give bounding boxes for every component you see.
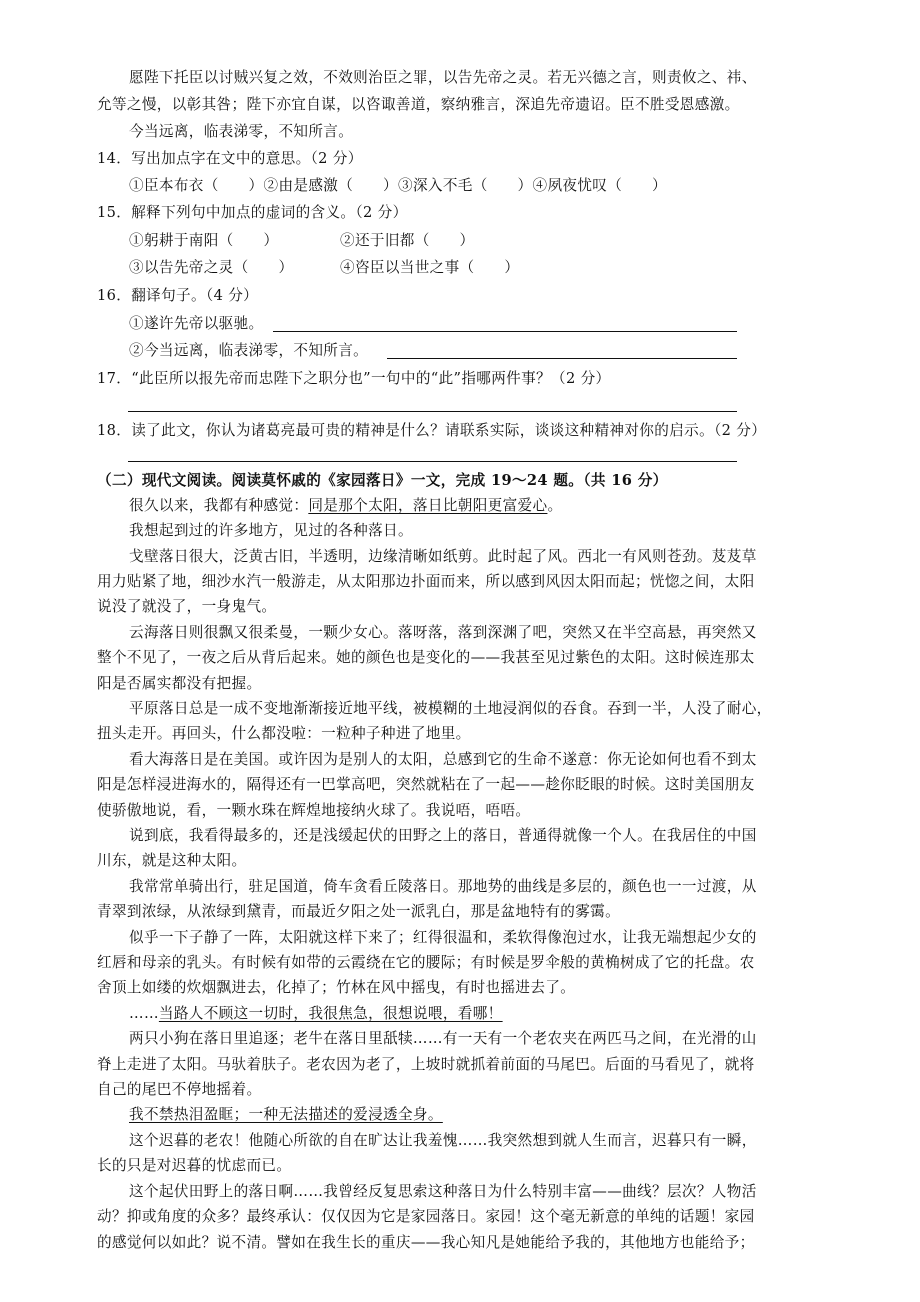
question-18-stem: 18．读了此文，你认为诸葛亮最可贵的精神是什么？请联系实际，谈谈这种精神对你的启示。（2 分） (97, 422, 767, 439)
paragraph-line: 平原落日总是一成不变地渐渐接近地平线，被模糊的土地浸润似的吞食。吞到一半，人没了耐心， (129, 700, 772, 717)
paragraph-line: 动？抑或角度的众多？最终承认：仅仅因为它是家园落日。家园！这个毫无新意的单纯的话题！家园 (97, 1208, 755, 1225)
question-14-options (129, 176, 667, 196)
answer-blank[interactable]: ②由是感激（ ） (263, 177, 398, 194)
answer-line[interactable] (128, 461, 737, 462)
paragraph-line: 我常常单骑出行，驻足国道，倚车贪看丘陵落日。那地势的曲线是多层的，颜色也一一过渡，从 (129, 878, 757, 895)
paragraph-line: 这个起伏田野上的落日啊……我曾经反复思索这种落日为什么特别丰富——曲线？层次？人物活 (129, 1183, 757, 1200)
paragraph-line: 说到底，我看得最多的，还是浅缓起伏的田野之上的落日，普通得就像一个人。在我居住的中国 (129, 827, 757, 844)
paragraph-line: 这个迟暮的老农！他随心所欲的自在旷达让我羞愧……我突然想到就人生而言，迟暮只有一瞬， (129, 1132, 757, 1149)
paragraph-line: 阳是怎样浸进海水的，隔得还有一巴掌高吧，突然就粘在了一起——趁你眨眼的时候。这时美国朋友 (97, 776, 755, 793)
answer-blank[interactable]: ②还于旧都（ ） (340, 232, 475, 249)
answer-line[interactable] (273, 331, 737, 332)
answer-blank[interactable]: ③深入不毛（ ） (398, 177, 533, 194)
paragraph-line: 红唇和母亲的乳头。有时候有如带的云霞绕在它的腰际；有时候是罗伞般的黄桷树成了它的托盘。农 (97, 954, 755, 971)
question-17-stem: 17．“此臣所以报先帝而忠陛下之职分也”一句中的“此”指哪两件事？（2 分） (97, 370, 611, 387)
paragraph-line: 云海落日则很飘又很柔曼，一颗少女心。落呀落，落到深渊了吧，突然又在半空高悬，再突然又 (129, 624, 757, 641)
underlined-sentence: 当路人不顾这一切时，我很焦急，很想说喂，看哪！ (158, 1005, 503, 1022)
paragraph-line: 戈壁落日很大，泛黄古旧，半透明，边缘清晰如纸剪。此时起了风。西北一有风则苍劲。芨芨草 (129, 548, 757, 565)
classical-text-line: 愿陛下托臣以讨贼兴复之效，不效则治臣之罪，以告先帝之灵。若无兴德之言，则责攸之、祎、 (129, 69, 757, 86)
paragraph-line: 很久以来，我都有种感觉：同是那个太阳，落日比朝阳更富爱心。 (129, 497, 563, 514)
question-14-stem: 14．写出加点字在文中的意思。（2 分） (97, 150, 363, 167)
answer-blank[interactable]: ①躬耕于南阳（ ） (129, 232, 279, 249)
paragraph-line: 看大海落日是在美国。或许因为是别人的太阳，总感到它的生命不遂意：你无论如何也看不到太 (129, 751, 757, 768)
paragraph-line: 青翠到浓绿，从浓绿到黛青，而最近夕阳之处一派乳白，那是盆地特有的雾霭。 (97, 903, 621, 920)
translate-sentence-2: ②今当远离，临表涕零，不知所言。 (129, 342, 369, 359)
classical-text-line: 今当远离，临表涕零，不知所言。 (129, 123, 354, 140)
translate-sentence-1: ①遂许先帝以驱驰。 (129, 315, 264, 332)
paragraph-line: 整个不见了，一夜之后从背后起来。她的颜色也是变化的——我甚至见过紫色的太阳。这时候连那太 (97, 649, 755, 666)
paragraph-line: 似乎一下子静了一阵，太阳就这样下来了；红得很温和，柔软得像泡过水，让我无端想起少女的 (129, 929, 757, 946)
underlined-sentence: 同是那个太阳，落日比朝阳更富爱心 (308, 497, 548, 514)
answer-blank[interactable]: ①臣本布衣（ ） (129, 177, 264, 194)
answer-line[interactable] (128, 411, 737, 412)
paragraph-line: 用力贴紧了地，细沙水汽一般游走，从太阳那边扑面而来，所以感到风因太阳而起；恍惚之间，太阳 (97, 573, 755, 590)
paragraph-line: 脊上走进了太阳。马驮着肤子。老农因为老了，上坡时就抓着前面的马尾巴。后面的马看见了，就将 (97, 1056, 755, 1073)
paragraph-line: 扭头走开。再回头，什么都没啦：一粒种子种进了地里。 (97, 725, 471, 742)
paragraph-line: 长的只是对迟暮的忧虑而已。 (97, 1157, 292, 1174)
paragraph-line: 我想起到过的许多地方，见过的各种落日。 (129, 522, 413, 539)
paragraph-line: 两只小狗在落日里追逐；老牛在落日里舐犊……有一天有一个老农夹在两匹马之间，在光滑的山 (129, 1030, 757, 1047)
answer-line[interactable] (387, 358, 737, 359)
underlined-sentence: 我不禁热泪盈眶；一种无法描述的爱浸透全身。 (129, 1106, 443, 1123)
paragraph-line: 川东，就是这种太阳。 (97, 852, 247, 869)
paragraph-line: 自己的尾巴不停地摇着。 (97, 1081, 262, 1098)
question-16-stem: 16．翻译句子。（4 分） (97, 287, 259, 304)
classical-text-line: 允等之慢，以彰其咎；陛下亦宜自谋，以咨诹善道，察纳雅言，深追先帝遗诏。臣不胜受恩感激。 (97, 96, 740, 113)
paragraph-line: 的感觉何以如此？说不清。譬如在我生长的重庆——我心知凡是她能给予我的，其他地方也能给予； (97, 1234, 755, 1251)
answer-blank[interactable]: ④夙夜忧叹（ ） (532, 177, 667, 194)
paragraph-line: 舍顶上如缕的炊烟飘进去，化掉了；竹林在风中摇曳，有时也摇进去了。 (97, 979, 576, 996)
answer-blank[interactable]: ③以告先帝之灵（ ） (129, 259, 294, 276)
answer-blank[interactable]: ④咨臣以当世之事（ ） (340, 259, 520, 276)
paragraph-line: 说没了就没了，一身鬼气。 (97, 598, 277, 615)
section-heading: （二）现代文阅读。阅读莫怀戚的《家园落日》一文，完成 19～24 题。（共 16 分） (97, 472, 668, 489)
paragraph-line: 阳是否属实都没有把握。 (97, 675, 262, 692)
question-15-stem: 15．解释下列句中加点的虚词的含义。（2 分） (97, 204, 408, 221)
paragraph-line: ……当路人不顾这一切时，我很焦急，很想说喂，看哪！ (129, 1005, 503, 1022)
paragraph-line: 使骄傲地说，看，一颗水珠在辉煌地接纳火球了。我说唔，唔唔。 (97, 802, 531, 819)
paragraph-line (129, 1105, 443, 1125)
